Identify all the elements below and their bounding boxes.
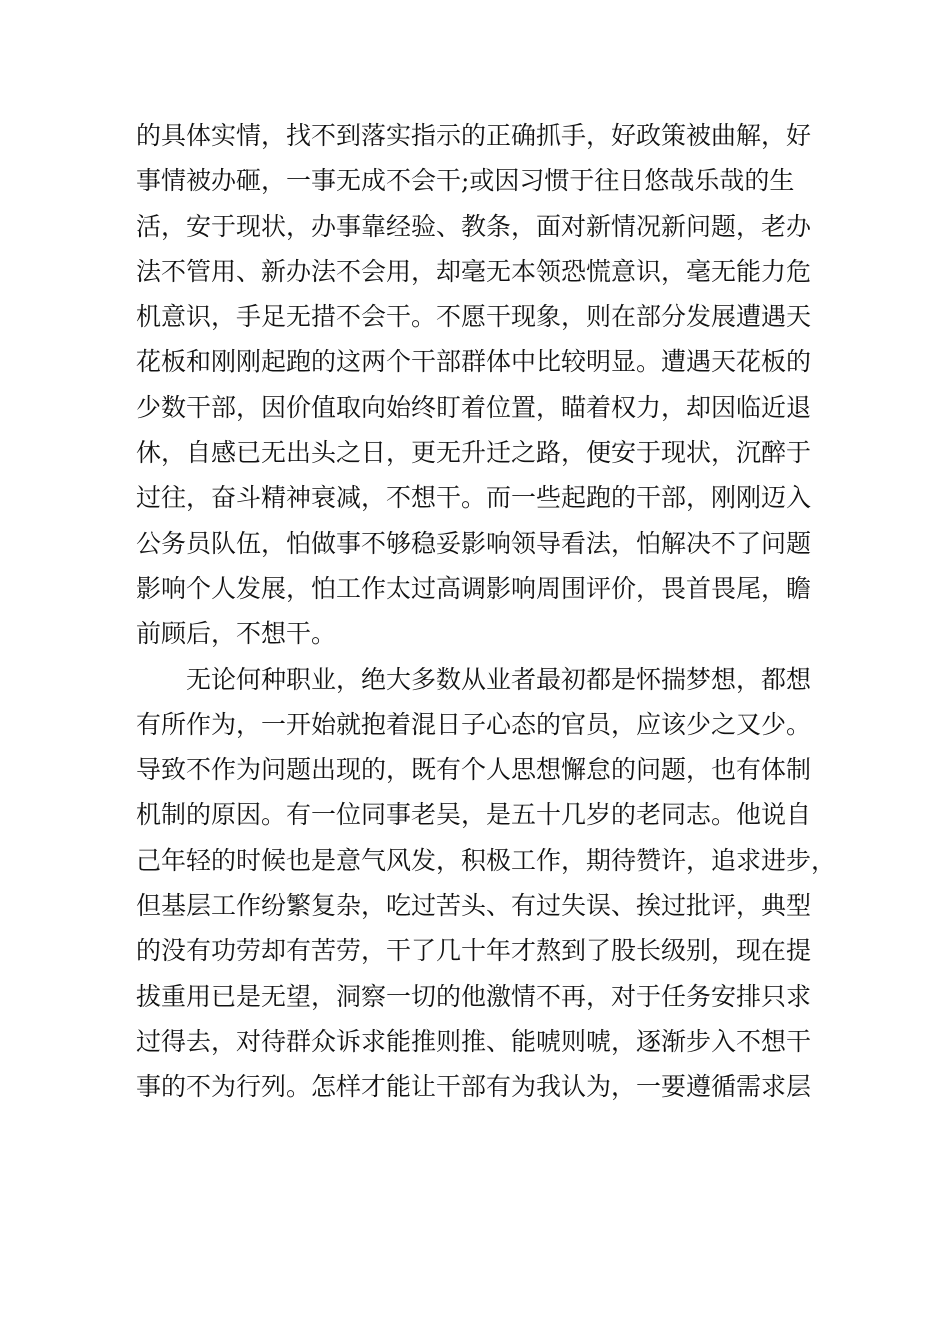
text-line: 过往，奋斗精神衰减，不想干。而一些起跑的干部，刚刚迈入 xyxy=(136,483,812,513)
text-line: 拔重用已是无望，洞察一切的他激情不再，对于任务安排只求 xyxy=(136,981,812,1011)
paragraph-2 xyxy=(136,657,836,1110)
text-line: 事的不为行列。怎样才能让干部有为我认为，一要遵循需求层 xyxy=(136,1072,812,1102)
text-line: 机制的原因。有一位同事老吴，是五十几岁的老同志。他说自 xyxy=(136,800,812,830)
paragraph-1 xyxy=(136,113,836,657)
text-line: 公务员队伍，怕做事不够稳妥影响领导看法，怕解决不了问题 xyxy=(136,528,812,558)
text-line: 的没有功劳却有苦劳，干了几十年才熬到了股长级别，现在提 xyxy=(136,936,812,966)
text-line: 机意识，手足无措不会干。不愿干现象，则在部分发展遭遇天 xyxy=(136,302,812,332)
text-line: 活，安于现状，办事靠经验、教条，面对新情况新问题，老办 xyxy=(136,211,812,241)
text-line: 己年轻的时候也是意气风发，积极工作，期待赞许，追求进步， xyxy=(136,845,837,875)
text-line: 有所作为，一开始就抱着混日子心态的官员，应该少之又少。 xyxy=(136,709,812,739)
text-line: 的具体实情，找不到落实指示的正确抓手，好政策被曲解，好 xyxy=(136,121,812,150)
text-line: 事情被办砸，一事无成不会干;或因习惯于往日悠哉乐哉的生 xyxy=(136,166,795,196)
text-line: 花板和刚刚起跑的这两个干部群体中比较明显。遭遇天花板的 xyxy=(136,347,812,377)
text-line: 法不管用、新办法不会用，却毫无本领恐慌意识，毫无能力危 xyxy=(136,256,812,286)
text-line: 导致不作为问题出现的，既有个人思想懈怠的问题，也有体制 xyxy=(136,755,812,785)
text-line: 前顾后，不想干。 xyxy=(136,619,337,649)
text-line: 过得去，对待群众诉求能推则推、能唬则唬，逐渐步入不想干 xyxy=(136,1026,812,1056)
text-line: 少数干部，因价值取向始终盯着位置，瞄着权力，却因临近退 xyxy=(136,392,812,422)
body-text xyxy=(136,113,836,1110)
text-line: 无论何种职业，绝大多数从业者最初都是怀揣梦想，都想 xyxy=(186,664,812,694)
text-line: 影响个人发展，怕工作太过高调影响周围评价，畏首畏尾，瞻 xyxy=(136,573,812,603)
text-line: 但基层工作纷繁复杂，吃过苦头、有过失误、挨过批评，典型 xyxy=(136,891,812,921)
text-line: 休，自感已无出头之日，更无升迁之路，便安于现状，沉醉于 xyxy=(136,438,812,468)
